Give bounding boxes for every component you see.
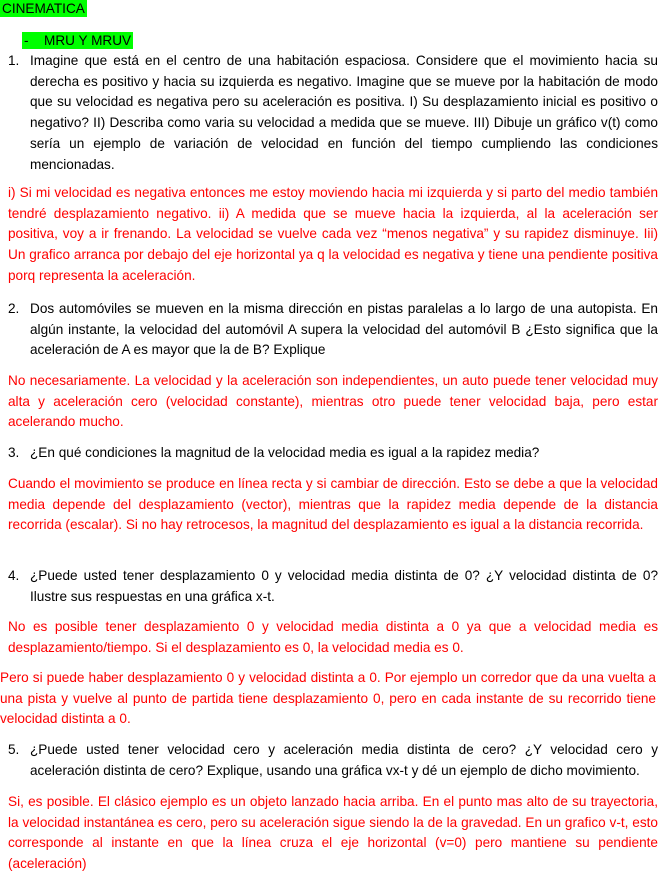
question-number: 2. xyxy=(8,301,20,316)
question-1 xyxy=(8,51,658,175)
title-text: CINEMATICA xyxy=(2,1,85,16)
question-text: ¿Puede usted tener desplazamiento 0 y velocidad media distinta de 0? ¿Y velocidad distinta de 0? Ilustre sus respuestas en una gráfica x-t. xyxy=(30,568,658,604)
section-subtitle xyxy=(22,32,133,49)
subtitle-text: MRU Y MRUV xyxy=(44,33,132,48)
question-number: 1. xyxy=(8,53,20,68)
question-number: 5. xyxy=(8,742,20,757)
question-number: 3. xyxy=(8,445,20,460)
answer-3: Cuando el movimiento se produce en línea recta y si cambiar de dirección. Esto se debe a que la velocidad media depende del desplazamiento (vector), mientras que la rapidez media depende de la distancia recorrida (escalar). Si no hay retrocesos, la magnitud del desplazamiento es igual a la distancia recorrida. xyxy=(8,476,658,533)
answer-2: No necesariamente. La velocidad y la aceleración son independientes, un auto puede tener velocidad muy alta y aceleración cero (velocidad constante), mientras otro puede tener velocidad baja, pero estar acelerando mucho. xyxy=(8,373,658,430)
question-text: Imagine que está en el centro de una habitación espaciosa. Considere que el movimiento hacia su derecha es positivo y hacia su izquierda es negativo. Imagine que se mueve por la habitación de modo que su velocidad es negativa pero su aceleración es positiva. I) Su desplazamiento inicial es positivo o negativo? II) Describa como varia su velocidad a medida que se mueve. III) Dibuje un gráfico v(t) como sería un ejemplo de variación de velocidad en función del tiempo cumpliendo las condiciones mencionadas. xyxy=(30,53,658,172)
question-3 xyxy=(8,443,658,464)
answer-4a: No es posible tener desplazamiento 0 y velocidad media distinta a 0 ya que a velocidad media es desplazamiento/tiempo. Si el desplazamiento es 0, la velocidad media es 0. xyxy=(8,619,658,655)
document-title xyxy=(0,0,87,17)
question-5 xyxy=(8,740,658,781)
answer-1: i) Si mi velocidad es negativa entonces me estoy moviendo hacia mi izquierda y si parto del medio también tendré desplazamiento negativo. ii) A medida que se mueve hacia la izquierda, al la aceleración ser positiva, voy a ir frenando. La velocidad se vuelve cada vez “menos negativa” y su rapidez disminuye. Iii) Un grafico arranca por debajo del eje horizontal ya q la velocidad es negativa y tiene una pendiente positiva porq representa la aceleración. xyxy=(8,185,658,283)
question-number: 4. xyxy=(8,568,20,583)
subtitle-bullet: - xyxy=(24,33,29,48)
answer-4b: Pero si puede haber desplazamiento 0 y velocidad distinta a 0. Por ejemplo un corredor que da una vuelta a una pista y vuelve al punto de partida tiene desplazamiento 0, pero en cada instante de su recorrido tiene velocidad distinta a 0. xyxy=(0,670,656,727)
answer-5: Si, es posible. El clásico ejemplo es un objeto lanzado hacia arriba. En el punto mas alto de su trayectoria, la velocidad instantánea es cero, pero su aceleración sigue siendo la de la gravedad. En un grafico v-t, esto corresponde al instante en que la línea cruza el eje horizontal (v=0) pero mantiene su pendiente (aceleración) xyxy=(8,794,658,872)
question-text: Dos automóviles se mueven en la misma dirección en pistas paralelas a lo largo de una autopista. En algún instante, la velocidad del automóvil A supera la velocidad del automóvil B ¿Esto significa que la aceleración de A es mayor que la de B? Explique xyxy=(30,301,658,358)
question-text: ¿Puede usted tener velocidad cero y aceleración media distinta de cero? ¿Y velocidad cero y aceleración distinta de cero? Explique, usando una gráfica vx-t y dé un ejemplo de dicho movimiento. xyxy=(30,742,658,778)
question-2 xyxy=(8,299,658,361)
question-text: ¿En qué condiciones la magnitud de la velocidad media es igual a la rapidez media? xyxy=(30,445,540,460)
question-4 xyxy=(8,566,658,607)
